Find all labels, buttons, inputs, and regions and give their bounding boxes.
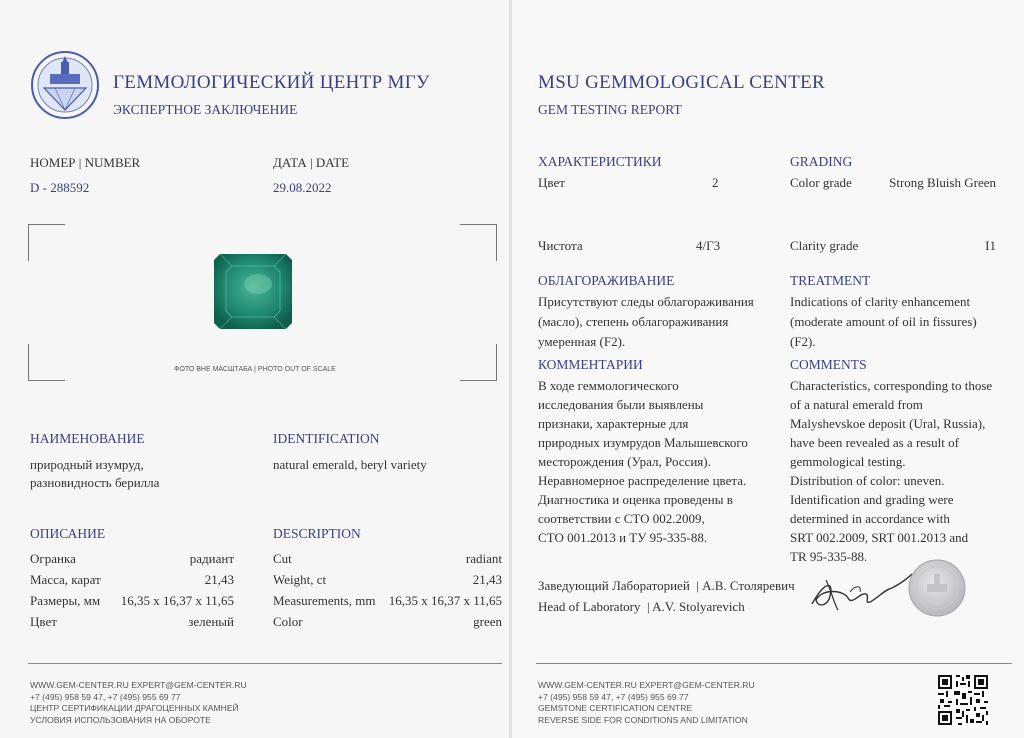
description-value-ru: радиант: [189, 551, 234, 566]
description-label-en: Weight, ct: [273, 572, 327, 587]
identification-value-ru: природный изумруд,: [30, 457, 144, 472]
text-line: gemmological testing.: [790, 454, 906, 469]
comments-text-en: [790, 376, 1022, 566]
page-title-ru: ГЕММОЛОГИЧЕСКИЙ ЦЕНТР МГУ: [113, 72, 430, 93]
treatment-heading-ru: ОБЛАГОРАЖИВАНИЕ: [538, 273, 675, 288]
text-line: (масло), степень облагораживания: [538, 314, 729, 329]
identification-value-en: natural emerald, beryl variety: [273, 457, 427, 472]
text-line: соответствии с СТО 002.2009,: [538, 511, 705, 526]
text-line: Присутствуют следы облагораживания: [538, 294, 754, 309]
text-line: В ходе геммологического: [538, 378, 679, 393]
footer-divider: [536, 663, 1012, 664]
text-line: СТО 001.2013 и ТУ 95-335-88.: [538, 530, 708, 545]
comments-heading-ru: КОММЕНТАРИИ: [538, 357, 643, 372]
identification-value-ru: разновидность берилла: [30, 475, 160, 490]
footer-phone: +7 (495) 958 59 47, +7 (495) 955 69 77: [30, 691, 181, 702]
text-line: умеренная (F2).: [538, 334, 626, 349]
text-line: Identification and grading were: [790, 492, 954, 507]
footer-left: [30, 680, 247, 726]
characteristics-heading: ХАРАКТЕРИСТИКИ: [538, 154, 662, 169]
text-line: TR 95-335-88.: [790, 549, 868, 564]
footer-note: УСЛОВИЯ ИСПОЛЬЗОВАНИЯ НА ОБОРОТЕ: [30, 714, 211, 725]
text-line: природных изумрудов Малышевского: [538, 435, 748, 450]
footer-phone: +7 (495) 958 59 47, +7 (495) 955 69 77: [538, 691, 689, 702]
treatment-text-en: [790, 292, 1022, 352]
grading-heading: GRADING: [790, 154, 853, 169]
description-label-en: Measurements, mm: [273, 593, 376, 608]
date-value: 29.08.2022: [273, 180, 332, 195]
description-value-en: radiant: [465, 551, 502, 566]
description-value-ru: 16,35 x 16,37 x 11,65: [120, 593, 234, 608]
description-heading-en: DESCRIPTION: [273, 526, 361, 541]
treatment-heading-en: TREATMENT: [790, 273, 871, 288]
footer-note: REVERSE SIDE FOR CONDITIONS AND LIMITATION: [538, 714, 748, 725]
date-label: ДАТА | DATE: [273, 155, 350, 170]
emerald-photo: [214, 254, 292, 329]
text-line: месторождения (Урал, Россия).: [538, 454, 711, 469]
number-label: НОМЕР | NUMBER: [30, 155, 141, 170]
text-line: Неравномерное распределение цвета.: [538, 473, 747, 488]
text-line: Characteristics, corresponding to those: [790, 378, 993, 393]
description-row: [30, 591, 502, 612]
text-line: Distribution of color: uneven.: [790, 473, 945, 488]
treatment-text-ru: [538, 292, 783, 352]
text-line: признаки, характерные для: [538, 416, 689, 431]
text-line: of a natural emerald from: [790, 397, 923, 412]
description-table: [30, 549, 502, 633]
footer-divider: [28, 663, 502, 664]
description-row: [30, 549, 502, 570]
left-page: [0, 0, 510, 738]
identification-heading-ru: НАИМЕНОВАНИЕ: [30, 431, 145, 446]
text-line: (F2).: [790, 334, 816, 349]
description-label-en: Color: [273, 614, 303, 629]
seal-icon: [907, 558, 967, 618]
description-label-ru: Масса, карат: [30, 572, 101, 587]
footer-contact-link[interactable]: WWW.GEM-CENTER.RU EXPERT@GEM-CENTER.RU: [538, 680, 755, 690]
clarity-value-en: I1: [985, 238, 996, 253]
photo-frame-corner: [460, 344, 497, 381]
text-line: determined in accordance with: [790, 511, 950, 526]
msu-logo-icon: [30, 50, 100, 120]
signatory-en: Head of Laboratory | A.V. Stolyarevich: [538, 599, 745, 614]
description-value-en: green: [473, 614, 502, 629]
text-line: Malyshevskoe deposit (Ural, Russia),: [790, 416, 986, 431]
clarity-label-ru: Чистота: [538, 238, 583, 253]
page-subtitle-ru: ЭКСПЕРТНОЕ ЗАКЛЮЧЕНИЕ: [113, 102, 298, 117]
page-title-en: MSU GEMMOLOGICAL CENTER: [538, 72, 825, 93]
signature-icon: [804, 562, 914, 617]
photo-frame-corner: [28, 344, 65, 381]
description-heading-ru: ОПИСАНИЕ: [30, 526, 106, 541]
text-line: SRT 002.2009, SRT 001.2013 and: [790, 530, 969, 545]
description-row: [30, 570, 502, 591]
photo-frame-corner: [460, 224, 497, 261]
description-label-ru: Размеры, мм: [30, 593, 101, 608]
qr-code-icon[interactable]: [936, 673, 990, 727]
text-line: Диагностика и оценка проведены в: [538, 492, 733, 507]
clarity-value-ru: 4/Г3: [696, 238, 721, 253]
description-value-ru: зеленый: [188, 614, 234, 629]
color-label-ru: Цвет: [538, 175, 565, 190]
comments-text-ru: [538, 376, 788, 547]
footer-right: [538, 680, 755, 726]
identification-heading-en: IDENTIFICATION: [273, 431, 380, 446]
text-line: исследования были выявлены: [538, 397, 704, 412]
description-label-ru: Огранка: [30, 551, 76, 566]
text-line: Indications of clarity enhancement: [790, 294, 971, 309]
photo-caption: ФОТО ВНЕ МАСШТАБА | PHOTO OUT OF SCALE: [174, 366, 336, 373]
right-page: [512, 0, 1024, 738]
signatory-ru: Заведующий Лабораторией | А.В. Столяревич: [538, 578, 795, 593]
description-value-en: 21,43: [472, 572, 502, 587]
number-value: D - 288592: [30, 180, 90, 195]
color-label-en: Color grade: [790, 175, 852, 190]
page-subtitle-en: GEM TESTING REPORT: [538, 102, 682, 117]
clarity-label-en: Clarity grade: [790, 238, 859, 253]
color-value-ru: 2: [712, 175, 719, 190]
footer-org: GEMSTONE CERTIFICATION CENTRE: [538, 703, 693, 713]
footer-contact-link[interactable]: WWW.GEM-CENTER.RU EXPERT@GEM-CENTER.RU: [30, 680, 247, 690]
description-row: [30, 612, 502, 633]
color-value-en: Strong Bluish Green: [889, 175, 996, 190]
description-value-ru: 21,43: [204, 572, 234, 587]
text-line: have been revealed as a result of: [790, 435, 959, 450]
text-line: (moderate amount of oil in fissures): [790, 314, 977, 329]
description-label-ru: Цвет: [30, 614, 57, 629]
footer-org: ЦЕНТР СЕРТИФИКАЦИИ ДРАГОЦЕННЫХ КАМНЕЙ: [30, 703, 239, 713]
photo-frame-corner: [28, 224, 65, 261]
comments-heading-en: COMMENTS: [790, 357, 867, 372]
description-value-en: 16,35 x 16,37 x 11,65: [388, 593, 502, 608]
description-label-en: Cut: [273, 551, 292, 566]
